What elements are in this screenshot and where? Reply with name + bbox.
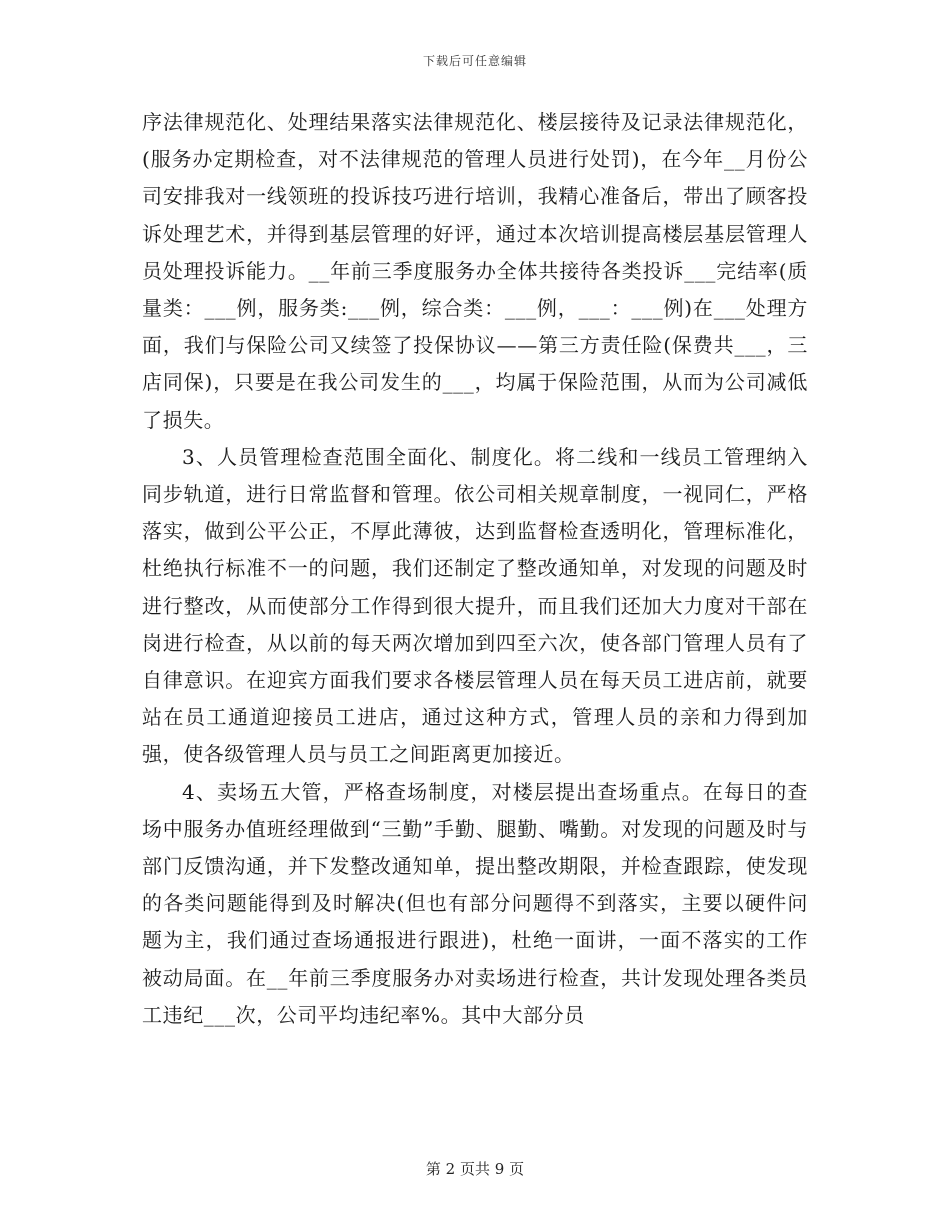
paragraph-personnel-management: 3、人员管理检查范围全面化、制度化。将二线和一线员工管理纳入同步轨道，进行日常监督和管理。依公司相关规章制度，一视同仁，严格落实，做到公平公正，不厚此薄彼，达到监督检查透明化，管理标准化，杜绝执行标准不一的问题，我们还制定了整改通知单，对发现的问题及时进行整改，从而使部分工作得到很大提升，而且我们还加大力度对干部在岗进行检查，从以前的每天两次增加到四至六次，使各部门管理人员有了自律意识。在迎宾方面我们要求各楼层管理人员在每天员工进店前，就要站在员工通道迎接员工进店，通过这种方式，管理人员的亲和力得到加强，使各级管理人员与员工之间距离更加接近。 <box>142 444 808 767</box>
document-body <box>142 104 808 1034</box>
paragraph-sales-floor-management: 4、卖场五大管，严格查场制度，对楼层提出查场重点。在每日的查场中服务办值班经理做到“三勤”手勤、腿勤、嘴勤。对发现的问题及时与部门反馈沟通，并下发整改通知单，提出整改期限，并检查跟踪，使发现的各类问题能得到及时解决(但也有部分问题得不到落实，主要以硬件问题为主，我们通过查场通报进行跟进)，杜绝一面讲，一面不落实的工作被动局面。在__年前三季度服务办对卖场进行检查，共计发现处理各类员工违纪___次，公司平均违纪率%。其中大部分员 <box>142 779 808 1027</box>
page-footer: 第 2 页共 9 页 <box>425 1160 525 1178</box>
paragraph-continued: 序法律规范化、处理结果落实法律规范化、楼层接待及记录法律规范化，(服务办定期检查，对不法律规范的管理人员进行处罚)，在今年__月份公司安排我对一线领班的投诉技巧进行培训，我精心准备后，带出了顾客投诉处理艺术，并得到基层管理的好评，通过本次培训提高楼层基层管理人员处理投诉能力。__年前三季度服务办全体共接待各类投诉___完结率(质量类：___例，服务类:___例，综合类：___例，___：___例)在___处理方面，我们与保险公司又续签了投保协议——第三方责任险(保费共___，三店同保)，只要是在我公司发生的___，均属于保险范围，从而为公司减低了损失。 <box>142 110 808 432</box>
page-header: 下载后可任意编辑 <box>422 54 527 68</box>
